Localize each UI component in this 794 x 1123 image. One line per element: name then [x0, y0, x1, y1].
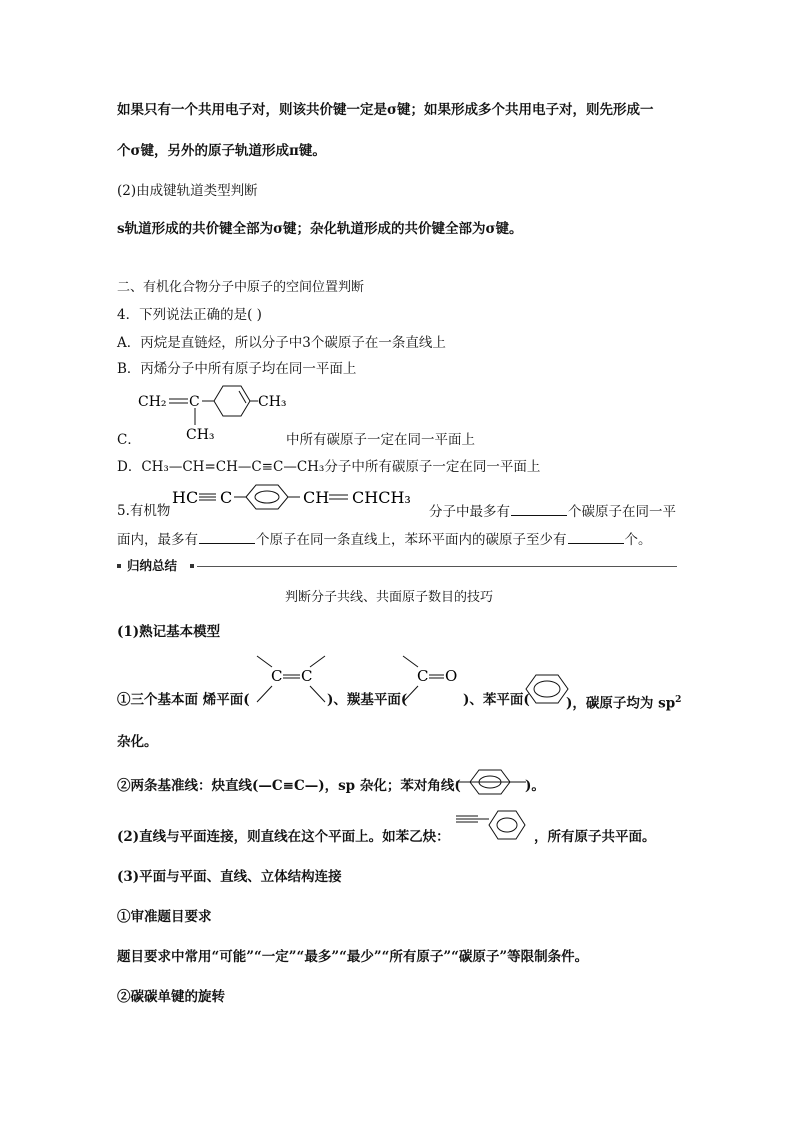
summary-title: 判断分子共线、共面原子数目的技巧	[285, 590, 494, 605]
question-5-mid-1: 分子中最多有	[429, 504, 510, 520]
phenylacetylene-icon	[454, 808, 534, 842]
three-planes-c: )、苯平面(	[463, 692, 530, 708]
two-baselines-a: ②两条基准线：炔直线(—C≡C—)，sp 杂化；苯对角线(	[117, 778, 461, 794]
hc-label: HC	[172, 488, 199, 507]
question-5-text-1	[429, 502, 676, 521]
three-planes-d-text: )，碳原子均为 sp	[566, 695, 676, 712]
question-5-line2-c: 个。	[624, 532, 652, 548]
two-baselines-b: )。	[525, 778, 545, 794]
question-5-line2-a: 面内，最多有	[117, 532, 198, 548]
carbonyl-o: O	[445, 667, 458, 685]
c-label: C	[189, 394, 200, 410]
intro-subheading-2: (2)由成键轨道类型判断	[117, 183, 258, 199]
line-plane-a: (2)直线与平面连接，则直线在这个平面上。如苯乙炔：	[117, 829, 450, 845]
alkene-plane-structure	[252, 653, 332, 708]
three-planes-d	[566, 691, 681, 713]
answer-blank-3[interactable]	[568, 530, 624, 544]
summary-p3-1-heading: ①审准题目要求	[117, 909, 212, 925]
ch-label: CH	[303, 488, 330, 507]
question-4-option-d: D．CH₃—CH=CH—C≡C—CH₃分子中所有碳原子一定在同一平面上	[117, 459, 541, 475]
intro-line-3: s轨道形成的共价键全部为σ键；杂化轨道形成的共价键全部为σ键。	[117, 221, 523, 237]
summary-p1-heading: (1)熟记基本模型	[117, 624, 221, 640]
summary-tag: 归纳总结	[127, 558, 178, 573]
question-5-prefix: 5.有机物	[117, 503, 171, 519]
summary-divider	[197, 566, 677, 567]
line-plane-b: ，所有原子共平面。	[534, 829, 656, 845]
ch3-right-label: CH₃	[258, 394, 287, 410]
chch3-label: CHCH₃	[352, 488, 411, 507]
summary-p3-1-text: 题目要求中常用“可能”“一定”“最多”“最少”“所有原子”“碳原子”等限制条件。	[117, 949, 589, 965]
three-planes-b: )、羰基平面(	[327, 692, 408, 708]
summary-p3-heading: (3)平面与平面、直线、立体结构连接	[117, 869, 342, 885]
benzene-diagonal-icon	[456, 767, 526, 797]
question-5-line2-b: 个原子在同一条直线上，苯环平面内的碳原子至少有	[256, 532, 567, 548]
option-c-structure	[138, 385, 298, 445]
question-5-text-2	[117, 530, 652, 549]
question-4-option-c-text: 中所有碳原子一定在同一平面上	[286, 432, 475, 448]
alkene-c-right: C	[301, 667, 313, 685]
intro-line-2: 个σ键，另外的原子轨道形成π键。	[117, 143, 326, 159]
question-4-option-c-label: C．	[117, 432, 141, 448]
c-triple-label: C	[220, 488, 233, 507]
summary-bar-square-left	[117, 564, 121, 568]
summary-bar-square-right	[190, 564, 194, 568]
ch3-below-label: CH₃	[186, 427, 215, 443]
question-4-option-a: A．丙烷是直链烃，所以分子中3个碳原子在一条直线上	[117, 335, 446, 351]
sp2-superscript: 2	[675, 695, 682, 705]
question-5-structure	[172, 484, 432, 514]
summary-p3-2-heading: ②碳碳单键的旋转	[117, 989, 225, 1005]
answer-blank-1[interactable]	[511, 502, 567, 516]
carbonyl-c: C	[417, 667, 429, 685]
ch2-label: CH₂	[138, 394, 167, 410]
question-5-mid-2: 个碳原子在同一平	[568, 504, 676, 520]
three-planes-a: ①三个基本面 烯平面(	[117, 692, 250, 708]
carbonyl-plane-structure	[400, 653, 465, 708]
three-planes-end: 杂化。	[117, 734, 158, 750]
section-heading: 二、有机化合物分子中原子的空间位置判断	[117, 280, 365, 295]
alkene-c-left: C	[271, 667, 283, 685]
answer-blank-2[interactable]	[199, 530, 255, 544]
benzene-plane-icon	[522, 672, 572, 708]
question-4-option-b: B．丙烯分子中所有原子均在同一平面上	[117, 361, 357, 377]
benzene-icon	[246, 485, 288, 509]
intro-line-1: 如果只有一个共用电子对，则该共价键一定是σ键；如果形成多个共用电子对，则先形成一	[117, 102, 654, 118]
question-4-stem: 4．下列说法正确的是( )	[117, 307, 262, 323]
